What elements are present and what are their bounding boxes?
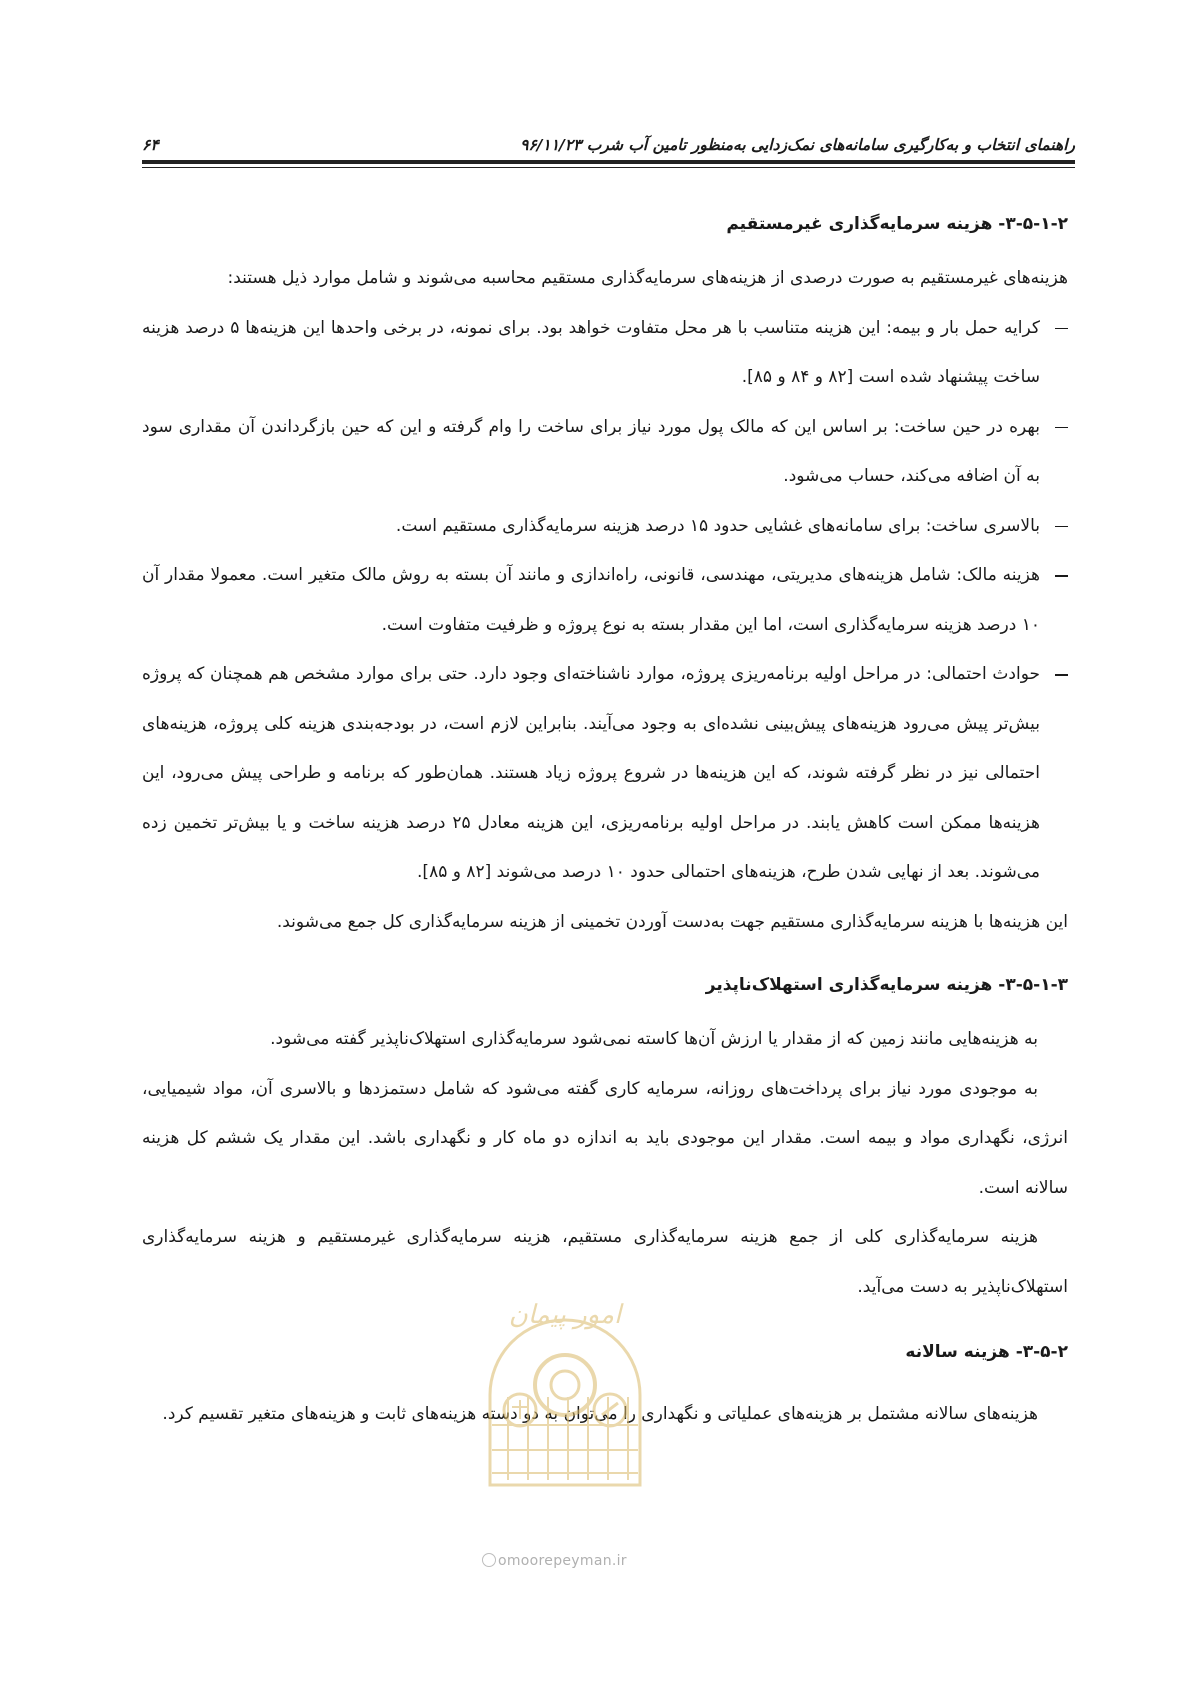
dash-bullet-icon <box>1055 427 1068 429</box>
watermark-url <box>482 1553 627 1569</box>
section-heading-annual-cost: ۳-۵-۲- هزینه سالانه <box>905 1342 1068 1362</box>
list-item-text: حوادث احتمالی: در مراحل اولیه برنامه‌ریزی پروژه، موارد ناشناخته‌ای وجود دارد. حتی برای موارد مشخص هم همچنان که پروژه بیش‌تر پیش می‌رود هزینه‌های پیش‌بینی نشده‌ای به وجود می‌آیند. بنابراین لازم است، در بودجه‌بندی هزینه کلی پروژه، هزینه‌های احتمالی نیز در نظر گرفته شوند، که این هزینه‌ها در شروع پروژه زیاد هستند. همان‌طور که برنامه و طراحی پیش می‌رود، این هزینه‌ها ممکن است کاهش یابند. در مراحل اولیه برنامه‌ریزی، این هزینه معادل ۲۵ درصد هزینه ساخت و یا بیش‌تر تخمین زده می‌شوند. بعد از نهایی شدن طرح، هزینه‌های احتمالی حدود ۱۰ درصد می‌شوند [۸۲ و ۸۵]. <box>142 664 1040 882</box>
dash-bullet-icon <box>1055 575 1068 577</box>
paragraph-total-capital: هزینه سرمایه‌گذاری کلی از جمع هزینه سرمایه‌گذاری مستقیم، هزینه سرمایه‌گذاری غیرمستقیم و هزینه سرمایه‌گذاری استهلاک‌ناپذیر به دست می‌آید. <box>142 1227 1068 1297</box>
list-item <box>142 551 1068 650</box>
paragraph-land-cost: به هزینه‌هایی مانند زمین که از مقدار یا ارزش آن‌ها کاسته نمی‌شود سرمایه‌گذاری استهلاک‌ناپذیر گفته می‌شود. <box>270 1029 1038 1049</box>
watermark-logo <box>470 1285 660 1525</box>
list-item-text: بالاسری ساخت: برای سامانه‌های غشایی حدود ۱۵ درصد هزینه سرمایه‌گذاری مستقیم است. <box>395 515 1040 536</box>
at-sign-icon <box>482 1553 496 1567</box>
list-item <box>142 403 1068 502</box>
dash-bullet-icon <box>1055 328 1068 330</box>
watermark-logo-text: امور پیمان <box>508 1300 622 1330</box>
dash-bullet-icon <box>1055 674 1068 676</box>
paragraph-indirect-closing: این هزینه‌ها با هزینه سرمایه‌گذاری مستقیم جهت به‌دست آوردن تخمینی از هزینه سرمایه‌گذاری کل جمع می‌شوند. <box>276 911 1068 932</box>
list-item-text: کرایه حمل بار و بیمه: این هزینه متناسب با هر محل متفاوت خواهد بود. برای نمونه، در برخی واحدها این هزینه‌ها ۵ درصد هزینه ساخت پیشنهاد شده است [۸۲ و ۸۴ و ۸۵]. <box>142 317 1040 387</box>
paragraph-annual-cost: هزینه‌های سالانه مشتمل بر هزینه‌های عملیاتی و نگهداری را می‌توان به دو دسته هزینه‌های ثابت و هزینه‌های متغیر تقسیم کرد. <box>162 1404 1038 1424</box>
list-item <box>142 304 1068 403</box>
page-content <box>142 210 1068 1440</box>
list-item-text: بهره در حین ساخت: بر اساس این که مالک پول مورد نیاز برای ساخت را وام گرفته و این که حین بازگرداندن آن مقداری سود به آن اضافه می‌کند، حساب می‌شود. <box>142 416 1040 486</box>
list-item <box>142 502 1068 552</box>
dash-bullet-icon <box>1055 526 1068 528</box>
page-number: ۶۴ <box>142 136 159 154</box>
header-title-block <box>506 136 1075 154</box>
watermark-url-text: omoorepeyman.ir <box>498 1553 627 1569</box>
header-rule-thin <box>142 167 1075 168</box>
indirect-cost-list <box>142 304 1068 898</box>
section-heading-nondepreciable-cost: ۳-۵-۱-۳- هزینه سرمایه‌گذاری استهلاک‌ناپذیر <box>705 975 1068 995</box>
header-date: ۹۶/۱۱/۲۳ <box>520 136 582 154</box>
header-rule-thick <box>142 160 1075 164</box>
section-heading-indirect-cost: ۳-۵-۱-۲- هزینه سرمایه‌گذاری غیرمستقیم <box>726 214 1068 234</box>
header-title: راهنمای انتخاب و به‌کارگیری سامانه‌های نمک‌زدایی به‌منظور تامین آب شرب <box>586 136 1075 154</box>
list-item <box>142 650 1068 898</box>
running-header <box>142 128 1075 154</box>
list-item-text: هزینه مالک: شامل هزینه‌های مدیریتی، مهندسی، قانونی، راه‌اندازی و مانند آن بسته به روش مالک متغیر است. معمولا مقدار آن ۱۰ درصد هزینه سرمایه‌گذاری است، اما این مقدار بسته به نوع پروژه و ظرفیت متفاوت است. <box>142 565 1040 635</box>
paragraph-working-capital: به موجودی مورد نیاز برای پرداخت‌های روزانه، سرمایه کاری گفته می‌شود که شامل دستمزدها و بالاسری آن، مواد شیمیایی، انرژی، نگهداری مواد و بیمه است. مقدار این موجودی باید به اندازه دو ماه کار و نگهداری باشد. این مقدار یک ششم کل هزینه سالانه است. <box>142 1078 1068 1198</box>
paragraph-indirect-intro: هزینه‌های غیرمستقیم به صورت درصدی از هزینه‌های سرمایه‌گذاری مستقیم محاسبه می‌شوند و شامل موارد ذیل هستند: <box>227 268 1068 288</box>
